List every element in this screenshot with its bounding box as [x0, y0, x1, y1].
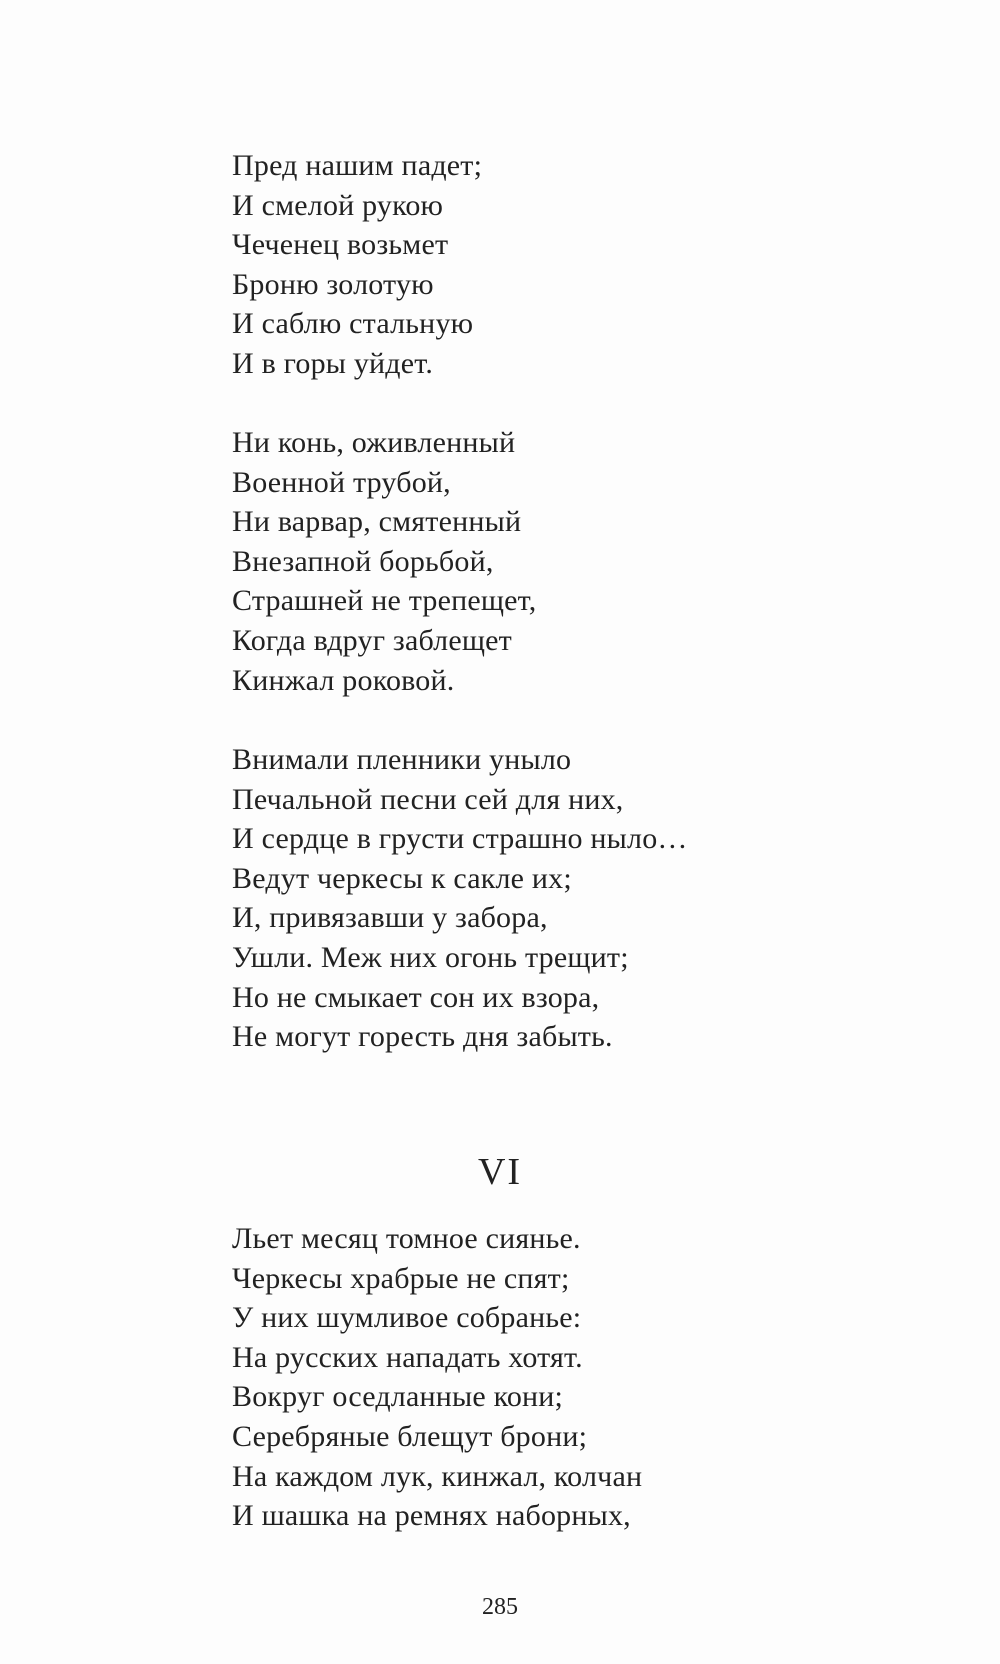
verse-line: И смелой рукою — [232, 188, 444, 222]
verse-line: Льет месяц томное сиянье. — [232, 1222, 581, 1255]
verse-line: И сердце в грусти страшно ныло… — [232, 822, 688, 856]
verse-line: И шашка на ремнях наборных, — [232, 1499, 631, 1533]
verse-line: У них шумливое собранье: — [232, 1301, 582, 1335]
verse-line: Не могут горесть дня забыть. — [232, 1020, 613, 1054]
verse-line: Броню золотую — [232, 267, 434, 301]
verse-line: Когда вдруг заблещет — [232, 623, 512, 657]
verse-line: Печальной песни сей для них, — [232, 782, 624, 816]
stanza-1 — [232, 146, 852, 384]
stanza-2 — [232, 423, 852, 700]
page-number: 285 — [482, 1594, 518, 1620]
stanza-4 — [232, 1219, 852, 1536]
verse-line: Военной трубой, — [232, 465, 451, 499]
verse-line: Ни варвар, смятенный — [232, 505, 522, 539]
verse-line: Пред нашим падет; — [232, 149, 483, 182]
verse-line: Ни конь, оживленный — [232, 426, 516, 459]
verse-line: На каждом лук, кинжал, колчан — [232, 1459, 643, 1493]
verse-line: Кинжал роковой. — [232, 663, 455, 697]
verse-line: Черкесы храбрые не спят; — [232, 1261, 570, 1295]
verse-line: Внезапной борьбой, — [232, 544, 494, 578]
verse-line: Внимали пленники уныло — [232, 743, 572, 776]
verse-line: И саблю стальную — [232, 307, 474, 341]
verse-line: Страшней не трепещет, — [232, 584, 537, 618]
verse-line: На русских нападать хотят. — [232, 1340, 583, 1374]
verse-line: Ведут черкесы к сакле их; — [232, 861, 572, 895]
verse-line: Но не смыкает сон их взора, — [232, 980, 600, 1014]
verse-line: Ушли. Меж них огонь трещит; — [232, 940, 629, 974]
verse-line: Чеченец возьмет — [232, 228, 449, 262]
stanza-3 — [232, 740, 852, 1057]
verse-line: И, привязавши у забора, — [232, 901, 548, 935]
verse-line: Вокруг оседланные кони; — [232, 1380, 564, 1414]
section-number: VI — [477, 1151, 523, 1193]
verse-line: Серебряные блещут брони; — [232, 1419, 588, 1453]
section-heading — [0, 1150, 1000, 1194]
verse-line: И в горы уйдет. — [232, 346, 434, 380]
